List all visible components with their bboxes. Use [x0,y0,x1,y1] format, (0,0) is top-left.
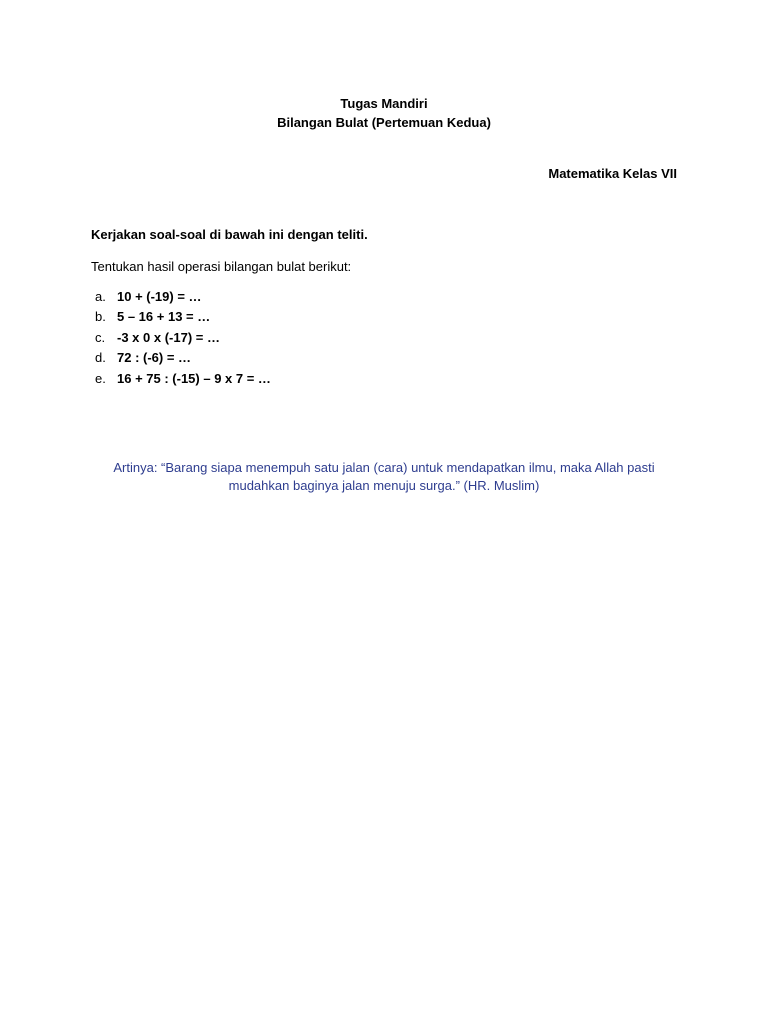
problem-expression: -3 x 0 x (-17) = … [117,329,220,345]
problem-letter: b. [95,309,106,325]
problem-expression: 10 + (-19) = … [117,289,202,304]
problem-expression: 5 – 16 + 13 = … [117,309,211,325]
problem-letter: e. [95,370,106,386]
problem-item [95,369,271,389]
problem-letter: d. [95,350,106,366]
quote-line: Artinya: “Barang siapa menempuh satu jalan (cara) untuk mendapatkan ilmu, maka Allah pasti [113,460,655,475]
question-intro: Tentukan hasil operasi bilangan bulat berikut: [91,259,352,274]
quote-line: mudahkan baginya jalan menuju surga.” (HR. Muslim) [228,478,540,493]
problem-item [95,348,271,368]
problem-item [95,328,271,348]
problem-letter: a. [95,289,106,304]
problem-list [95,287,271,389]
problem-item [95,287,271,307]
instruction-text: Kerjakan soal-soal di bawah ini dengan teliti. [91,227,368,242]
problem-item [95,307,271,327]
subject-label: Matematika Kelas VII [548,166,677,181]
document-title: Tugas Mandiri [340,96,428,111]
hadith-quote [60,459,708,495]
problem-expression: 16 + 75 : (-15) – 9 x 7 = … [117,370,271,386]
problem-expression: 72 : (-6) = … [117,350,192,366]
title-block [0,94,768,132]
problem-letter: c. [95,329,106,345]
document-subtitle: Bilangan Bulat (Pertemuan Kedua) [277,115,491,130]
